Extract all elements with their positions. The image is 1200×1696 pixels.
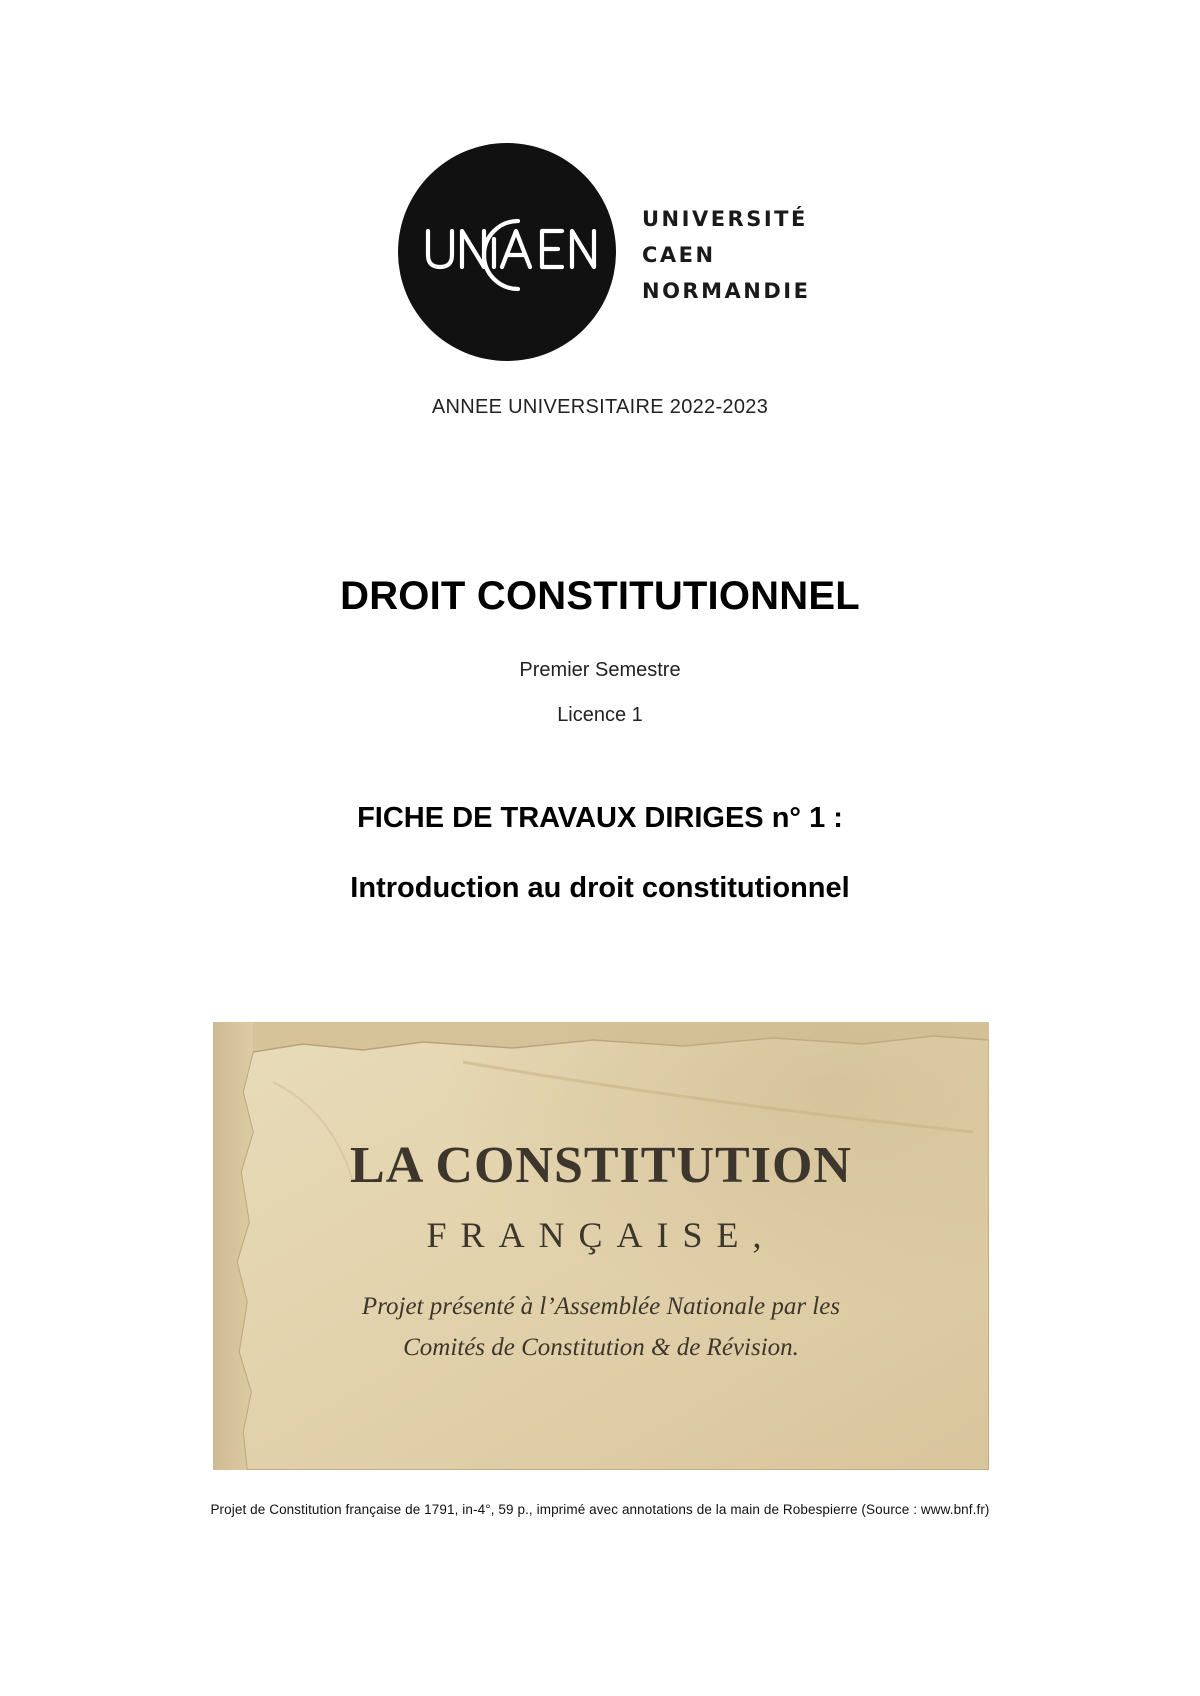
unicaen-logo-mark — [398, 143, 616, 361]
university-name-line-3: NORMANDIE — [642, 279, 811, 303]
university-name — [642, 201, 810, 309]
document-line-2: Comités de Constitution & de Révision. — [403, 1334, 799, 1361]
university-name-line-2: CAEN — [642, 243, 716, 267]
level-label: Licence 1 — [557, 704, 643, 726]
academic-year: ANNEE UNIVERSITAIRE 2022-2023 — [431, 396, 769, 418]
semester-label: Premier Semestre — [519, 659, 681, 681]
constitution-1791-image — [213, 1022, 989, 1470]
document-heading: LA CONSTITUTION — [350, 1137, 852, 1194]
image-caption: Projet de Constitution française de 1791, in-4°, 59 p., imprimé avec annotations de la main de Robespierre (Source : www.bnf.fr) — [210, 1502, 990, 1517]
document-subheading: FRANÇAISE, — [426, 1215, 776, 1255]
university-logo — [398, 143, 818, 363]
sheet-subtitle: Introduction au droit constitutionnel — [350, 872, 850, 904]
university-name-line-1: UNIVERSITÉ — [642, 207, 808, 231]
document-line-1: Projet présenté à l’Assemblée Nationale par les — [361, 1293, 841, 1320]
sheet-title: FICHE DE TRAVAUX DIRIGES n° 1 : — [357, 802, 843, 834]
course-title: DROIT CONSTITUTIONNEL — [340, 574, 860, 618]
document-scan — [213, 1022, 989, 1470]
